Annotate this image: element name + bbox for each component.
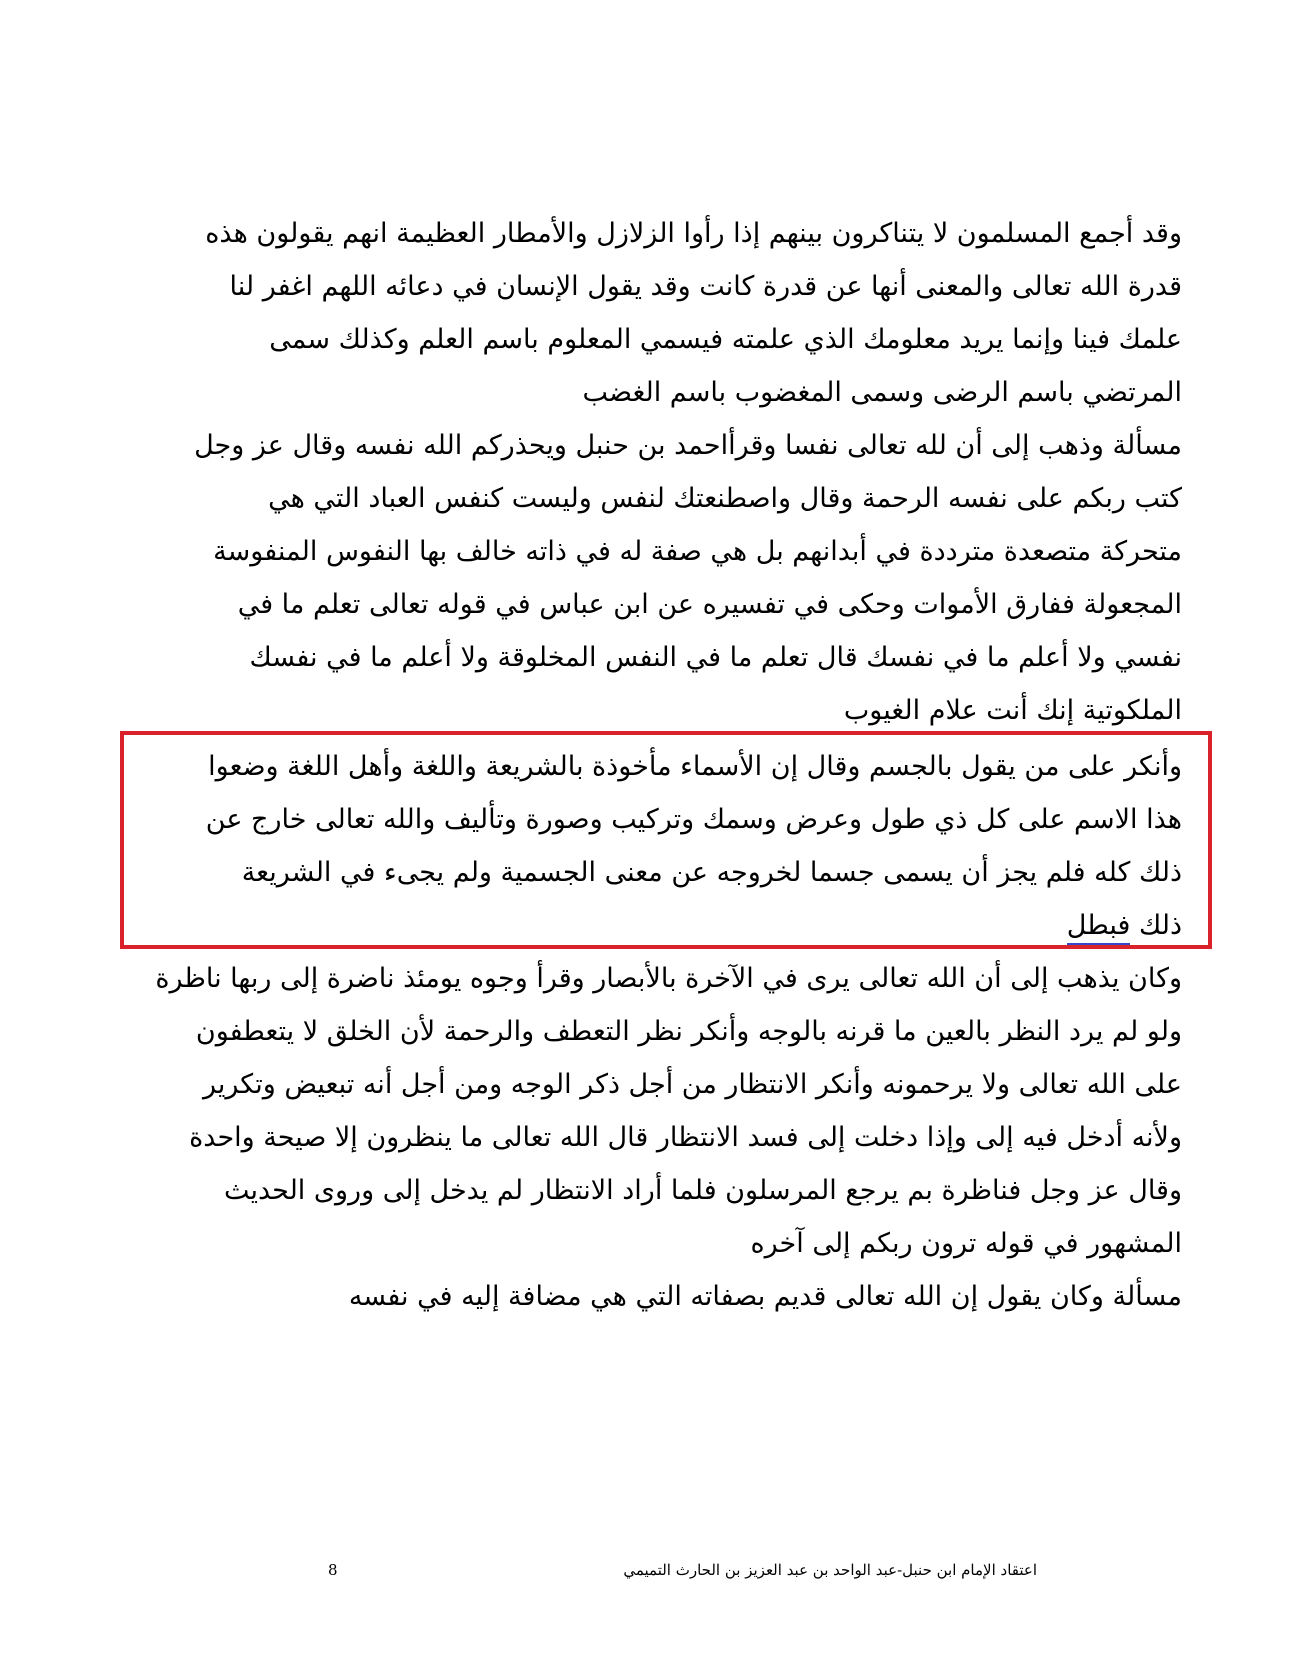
text-line: وقال عز وجل فناظرة بم يرجع المرسلون فلما أراد الانتظار لم يدخل إلى وروى الحديث <box>223 1175 1182 1206</box>
text-line: ولو لم يرد النظر بالعين ما قرنه بالوجه وأنكر نظر التعطف والرحمة لأن الخلق لا يتعطفون <box>195 1016 1182 1047</box>
text-line: المشهور في قوله ترون ربكم إلى آخره <box>750 1228 1182 1259</box>
text-line: ولأنه أدخل فيه إلى وإذا دخلت إلى فسد الانتظار قال الله تعالى ما ينظرون إلا صيحة واحدة <box>189 1122 1182 1153</box>
footer-title: اعتقاد الإمام ابن حنبل-عبد الواحد بن عبد العزيز بن الحارث التميمي <box>623 1561 1037 1579</box>
underlined-word[interactable]: فبطل <box>1067 910 1131 945</box>
text-line: نفسي ولا أعلم ما في نفسك قال تعلم ما في النفس المخلوقة ولا أعلم ما في نفسك <box>249 642 1182 673</box>
text-line: ذلك كله فلم يجز أن يسمى جسما لخروجه عن معنى الجسمية ولم يجىء في الشريعة <box>241 857 1182 888</box>
text-line: قدرة الله تعالى والمعنى أنها عن قدرة كانت وقد يقول الإنسان في دعائه اللهم اغفر لنا <box>229 271 1182 302</box>
text-line: وأنكر على من يقول بالجسم وقال إن الأسماء مأخوذة بالشريعة واللغة وأهل اللغة وضعوا <box>208 751 1182 782</box>
text-line: المجعولة ففارق الأموات وحكى في تفسيره عن ابن عباس في قوله تعالى تعلم ما في <box>237 589 1182 620</box>
text-line: علمك فينا وإنما يريد معلومك الذي علمته فيسمي المعلوم باسم العلم وكذلك سمى <box>269 324 1182 355</box>
text-line: مسألة وكان يقول إن الله تعالى قديم بصفاته التي هي مضافة إليه في نفسه <box>348 1281 1182 1312</box>
highlighted-paragraph <box>97 740 1182 952</box>
page-number: 8 <box>328 1561 338 1579</box>
text-segment: ذلك <box>1130 910 1182 941</box>
text-line: هذا الاسم على كل ذي طول وعرض وسمك وتركيب وصورة وتأليف والله تعالى خارج عن <box>205 804 1182 835</box>
text-line <box>97 899 1182 952</box>
paragraph-after <box>97 952 1182 1323</box>
text-line: متحركة متصعدة مترددة في أبدانهم بل هي صفة له في ذاته خالف بها النفوس المنفوسة <box>213 536 1182 567</box>
text-line: على الله تعالى ولا يرحمونه وأنكر الانتظار من أجل ذكر الوجه ومن أجل أنه تبعيض وتكرير <box>202 1069 1182 1100</box>
text-line: كتب ربكم على نفسه الرحمة وقال واصطنعتك لنفس وليست كنفس العباد التي هي <box>268 483 1182 514</box>
text-line: وقد أجمع المسلمون لا يتناكرون بينهم إذا رأوا الزلازل والأمطار العظيمة انهم يقولون هذه <box>205 218 1182 249</box>
text-line: المرتضي باسم الرضى وسمى المغضوب باسم الغضب <box>582 377 1182 408</box>
text-line: الملكوتية إنك أنت علام الغيوب <box>843 695 1182 726</box>
text-line: وكان يذهب إلى أن الله تعالى يرى في الآخرة بالأبصار وقرأ وجوه يومئذ ناضرة إلى ربها ناظرة <box>155 963 1182 994</box>
text-line: مسألة وذهب إلى أن لله تعالى نفسا وقرأاحمد بن حنبل ويحذركم الله نفسه وقال عز وجل <box>194 430 1182 461</box>
paragraph-before <box>97 207 1182 737</box>
